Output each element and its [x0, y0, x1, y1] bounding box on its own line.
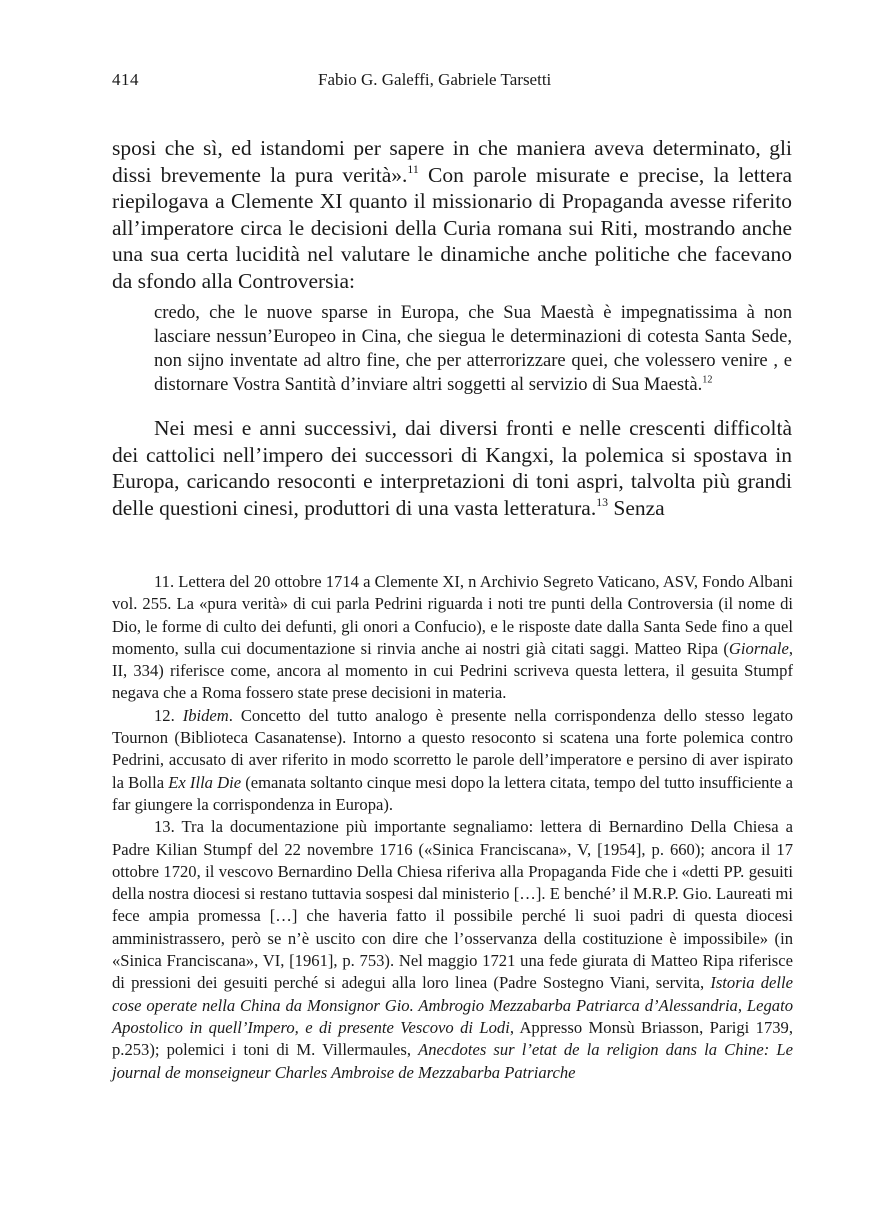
footnote-12: [112, 705, 793, 816]
paragraph-text: sposi che sì, ed istandomi per sapere in che maniera aveva determinato, gli dissi brevemente la pura verità».: [112, 136, 792, 187]
paragraph-text: Nei mesi e anni successivi, dai diversi fronti e nelle crescenti difficoltà dei cattolici nell’impero dei successori di Kangxi, la polemica si spostava in Europa, caricando resoconti e interpretazioni di toni aspri, talvolta più grandi delle questioni cinesi, produttori di una vasta letteratura.: [112, 416, 792, 520]
footnote-text: 12.: [154, 705, 183, 725]
paragraph-continuation: [112, 135, 792, 294]
footnote-ref-13: 13: [596, 494, 609, 509]
footnote-11: [112, 571, 793, 705]
footnote-text: , Appresso Monsù Briasson, Parigi 1739, p.253); polemici i toni di M. Villermaules,: [112, 1017, 793, 1060]
paragraph-text: Senza: [608, 495, 665, 520]
footnote-italic: Anecdotes sur l’etat de la religion dans la Chine: Le journal de monseigneur Charles Ambroise de Mezzabarba Patriarche: [112, 1040, 793, 1082]
footnote-italic: Ibidem: [182, 705, 229, 725]
footnote-ref-12: 12: [702, 374, 713, 386]
footnote-italic: Ex Illa Die: [168, 772, 242, 792]
footnote-13: [112, 816, 793, 1084]
quote-text: credo, che le nuove sparse in Europa, che Sua Maestà è impegnatissima à non lasciare nessun’Europeo in Cina, che siegua le determinazioni di cotesta Santa Sede, non sijno inventate ad altro fine, che per atterrorizzare quei, che volessero venire , e distornare Vostra Santità d’inviare altri soggetti al servizio di Sua Maestà.: [154, 302, 792, 395]
footnote-italic: Istoria delle cose operate nella China da Monsignor Gio. Ambrogio Mezzabarba Patriarca d’Alessandria, Legato Apostolico in quell’Impero, e di presente Vescovo di Lodi: [112, 973, 793, 1037]
running-title: Fabio G. Galeffi, Gabriele Tarsetti: [318, 70, 552, 89]
paragraph: [112, 415, 792, 521]
footnotes: [112, 571, 793, 1084]
page-header: [112, 70, 790, 94]
footnote-text: 11. Lettera del 20 ottobre 1714 a Clemente XI, n Archivio Segreto Vaticano, ASV, Fondo Albani vol. 255. La «pura verità» di cui parla Pedrini riguarda i noti tre punti della Controversia (il nome di Dio, le forme di culto dei defunti, gli onori a Confucio), e le risposte date dalla Santa Sede fino a quel momento, sulla cui documentazione si rinvia anche ai nostri già citati saggi. Matteo Ripa (: [112, 572, 793, 658]
main-text: [112, 135, 792, 521]
footnote-italic: Giornale: [728, 638, 789, 658]
footnote-text: (emanata soltanto cinque mesi dopo la lettera citata, tempo del tutto insufficiente a far giungere la corrispondenza in Europa).: [112, 772, 793, 814]
footnote-text: . Concetto del tutto analogo è presente nella corrispondenza dello stesso legato Tournon (Biblioteca Casanatense). Intorno a questo resoconto si scatena una forte polemica contro Pedrini, accusato di aver riferito in modo scorretto le parole dell’imperatore e persino di aver ispirato la Bolla: [112, 705, 794, 792]
footnote-text: 13. Tra la documentazione più importante segnaliamo: lettera di Bernardino Della Chiesa a Padre Kilian Stumpf del 22 novembre 1716 («Sinica Franciscana», V, [1954], p. 660); ancora il 17 ottobre 1720, il vescovo Bernardino Della Chiesa riferiva alla Propaganda Fide che i «detti PP. gesuiti della nostra diocesi si restano tuttavia sospesi dal ministerio […]. E benché’ il M.R.P. Gio. Laureati mi fece ampia promessa […] che haveria fatto il possibile perché li suoi padri di questa diocesi amministrassero, però se n’è uscito con dire che l’osservanza della costituzione è impossibile» (in «Sinica Franciscana», VI, [1961], p. 753). Nel maggio 1721 una fede giurata di Matteo Ripa riferisce di pressioni dei gesuiti perché si adegui alla loro linea (Padre Sostegno Viani, servita,: [112, 817, 793, 993]
footnote-ref-11: 11: [407, 161, 419, 176]
page-number: 414: [112, 70, 139, 89]
paragraph-text: Con parole misurate e precise, la lettera riepilogava a Clemente XI quanto il missionario di Propaganda avesse riferito all’imperatore circa le decisioni della Curia romana sui Riti, mostrando anche una sua certa lucidità nel valutare le dinamiche anche politiche che facevano da sfondo alla Controversia:: [112, 162, 792, 293]
block-quote: [154, 301, 792, 397]
footnote-text: , II, 334) riferisce come, ancora al momento in cui Pedrini scriveva questa lettera, il gesuita Stumpf negava che a Roma fossero state prese decisioni in materia.: [112, 638, 793, 703]
